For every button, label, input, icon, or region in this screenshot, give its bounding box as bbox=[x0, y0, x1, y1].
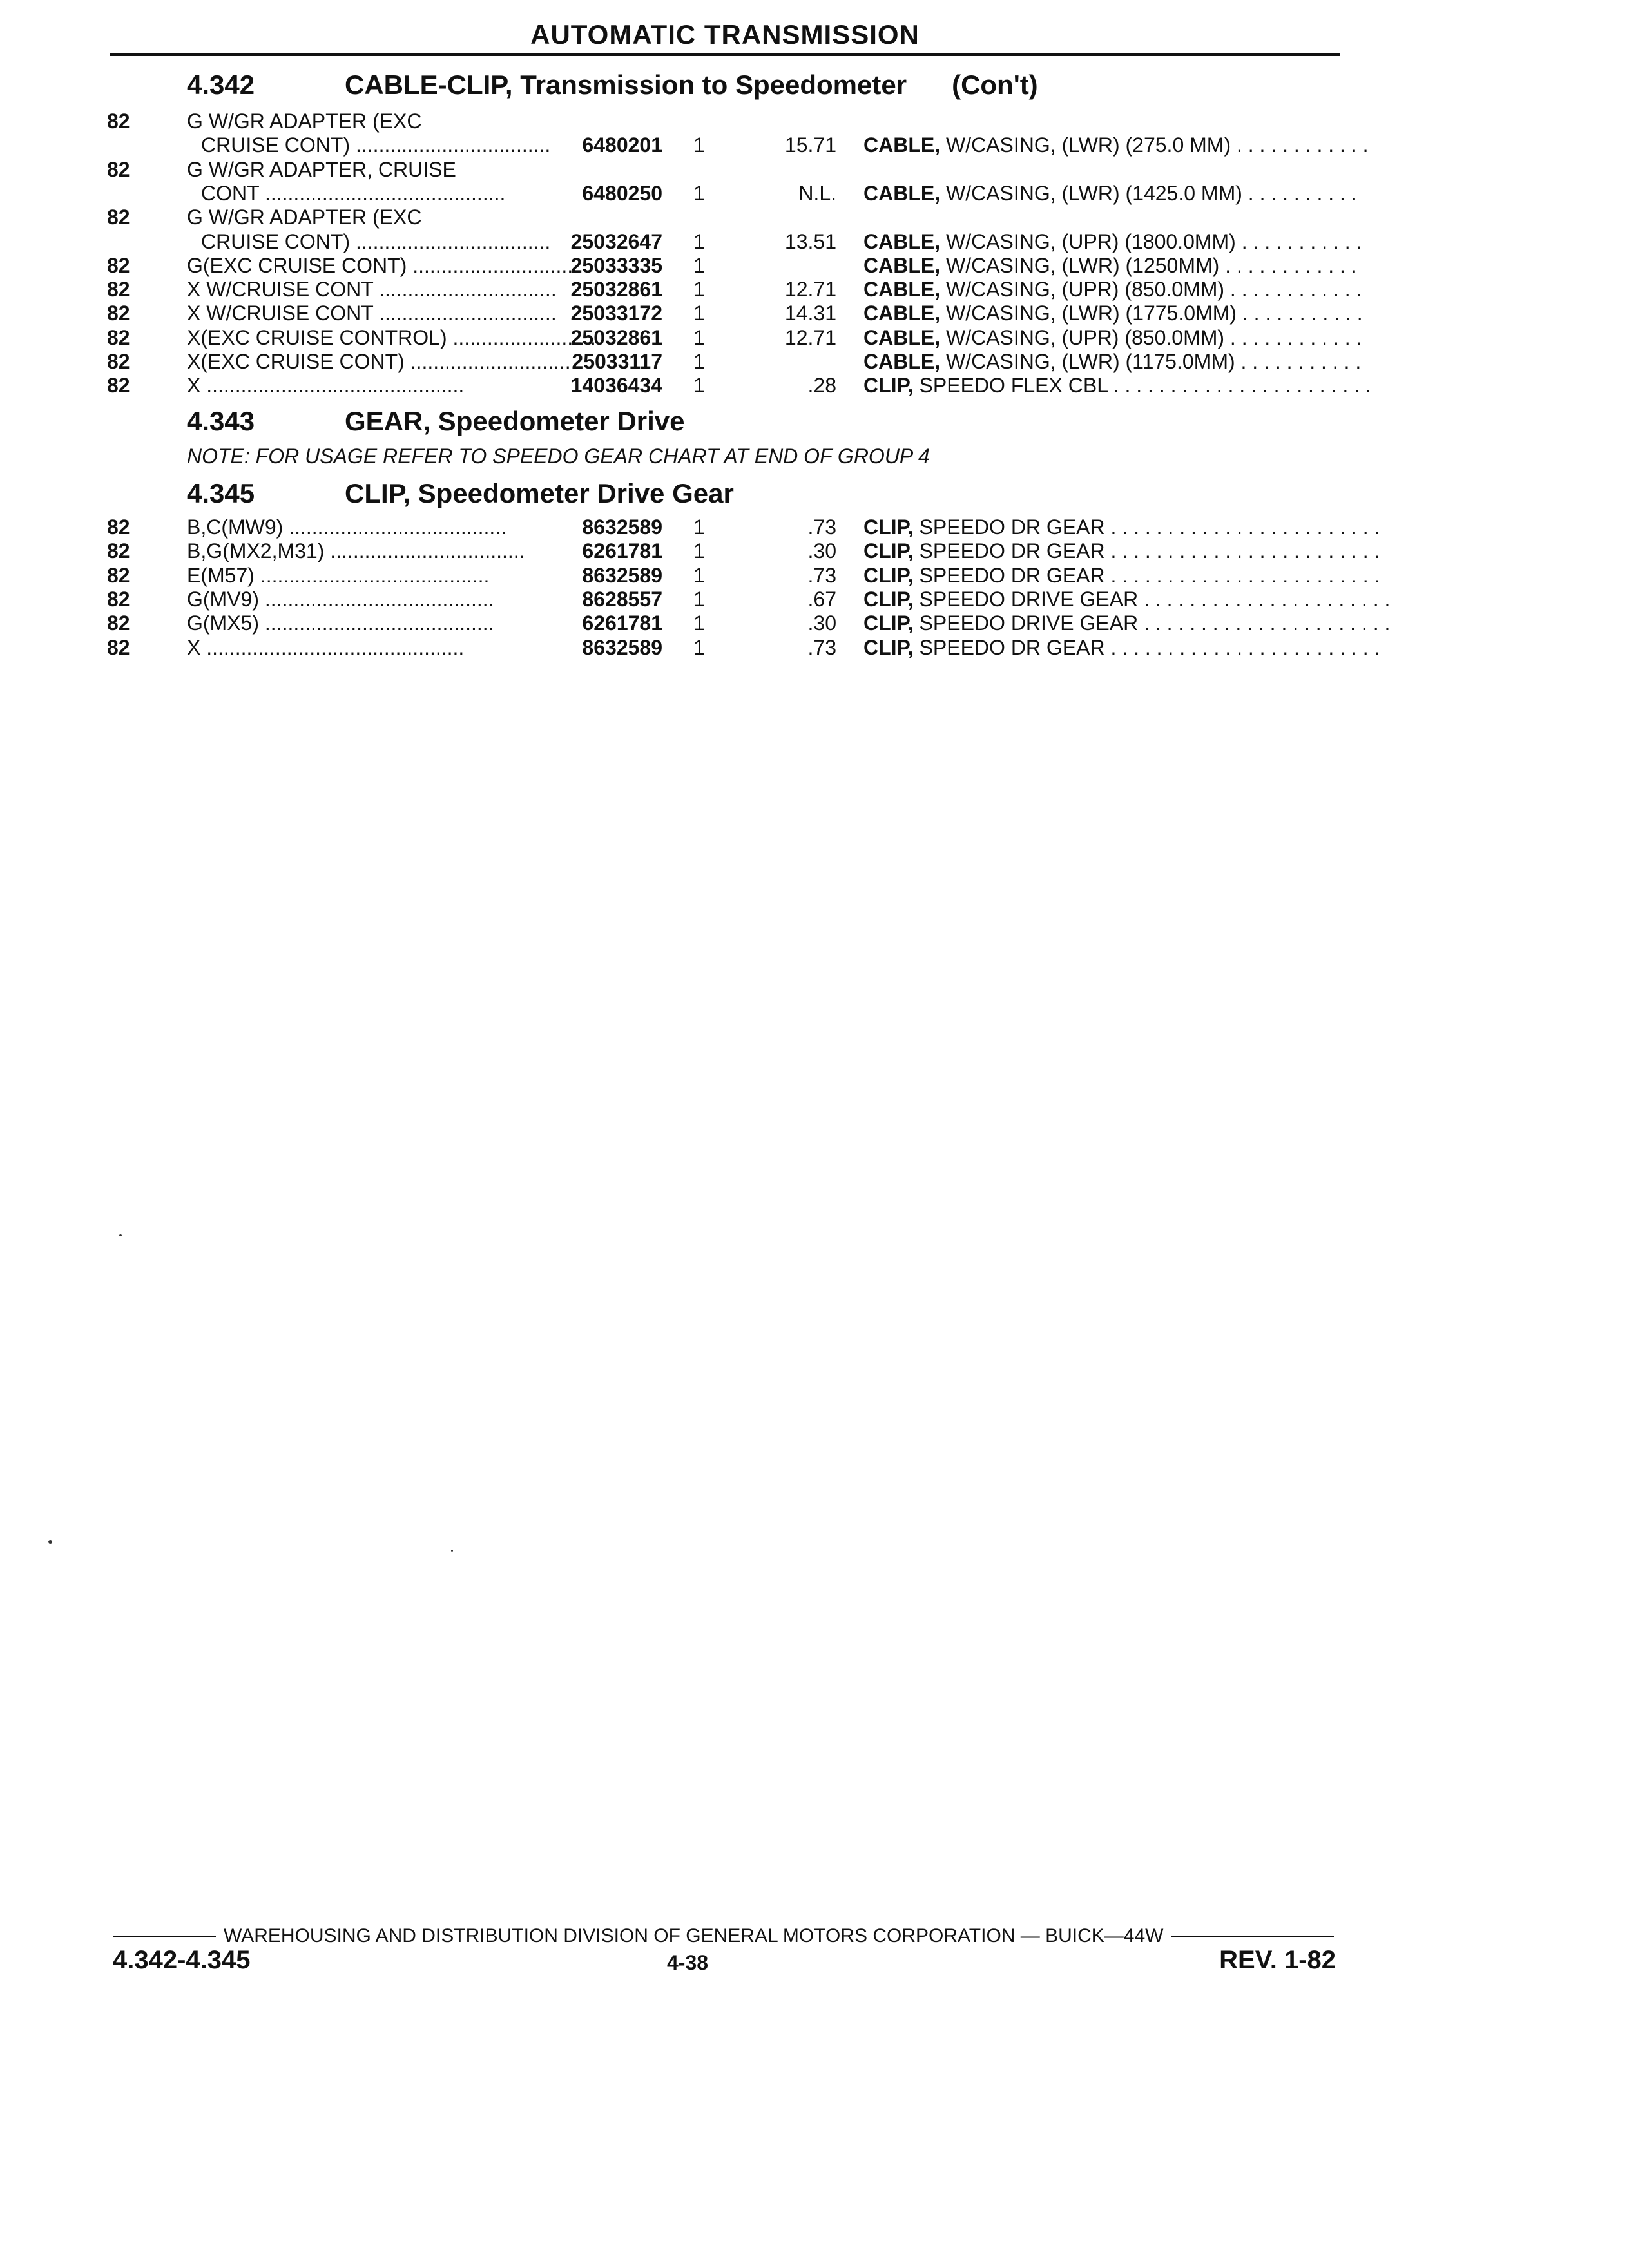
part-name-detail: W/CASING, (LWR) (1250MM) . . . . . . . . . . . . bbox=[940, 253, 1357, 277]
part-name-category: CLIP, bbox=[863, 515, 914, 539]
scan-speck bbox=[48, 1540, 52, 1544]
part-name bbox=[863, 253, 1357, 278]
quantity: 1 bbox=[693, 133, 705, 157]
part-name-detail: W/CASING, (LWR) (1425.0 MM) . . . . . . . . . . bbox=[940, 181, 1357, 205]
quantity: 1 bbox=[693, 515, 705, 539]
part-name-detail: W/CASING, (UPR) (850.0MM) . . . . . . . . . . . . bbox=[940, 278, 1362, 302]
model-year: 82 bbox=[107, 515, 130, 539]
table-row bbox=[0, 110, 1629, 133]
part-number: 14036434 bbox=[570, 374, 662, 398]
part-name bbox=[863, 181, 1357, 206]
section-number: 4.345 bbox=[187, 478, 255, 508]
model-year: 82 bbox=[107, 253, 130, 277]
model-year: 82 bbox=[107, 325, 130, 349]
table-row bbox=[0, 326, 1629, 350]
part-name bbox=[863, 563, 1380, 588]
model-year: 82 bbox=[107, 539, 130, 563]
part-name-detail: W/CASING, (UPR) (850.0MM) . . . . . . . . . . . . bbox=[940, 325, 1362, 349]
part-name-category: CLIP, bbox=[863, 374, 914, 398]
table-row bbox=[0, 206, 1629, 229]
footer-section-range: 4.342-4.345 bbox=[113, 1946, 251, 1974]
part-name-detail: SPEEDO DR GEAR . . . . . . . . . . . . . . . . . . . . . . . . bbox=[913, 515, 1380, 539]
section-heading-4-343 bbox=[187, 406, 685, 437]
part-number: 8628557 bbox=[582, 587, 662, 611]
model-year: 82 bbox=[107, 157, 130, 181]
usage-description: CONT .......................................... bbox=[201, 181, 506, 205]
model-year: 82 bbox=[107, 206, 130, 229]
list-price: 14.31 bbox=[784, 302, 836, 325]
quantity: 1 bbox=[693, 253, 705, 277]
usage-description: CRUISE CONT) .................................. bbox=[201, 229, 551, 253]
part-name-detail: W/CASING, (LWR) (1775.0MM) . . . . . . . . . . . bbox=[940, 302, 1363, 325]
part-name-category: CABLE, bbox=[863, 181, 941, 205]
section-heading-4-342 bbox=[187, 70, 1038, 101]
model-year: 82 bbox=[107, 278, 130, 302]
usage-description: X W/CRUISE CONT ............................... bbox=[187, 278, 557, 302]
list-price: .73 bbox=[807, 563, 836, 587]
list-price: .28 bbox=[807, 374, 836, 398]
usage-description: X(EXC CRUISE CONTROL) ......................... bbox=[187, 325, 596, 349]
scan-speck bbox=[451, 1550, 453, 1552]
table-row bbox=[0, 515, 1629, 539]
list-price: .73 bbox=[807, 515, 836, 539]
part-name-detail: SPEEDO FLEX CBL . . . . . . . . . . . . . . . . . . . . . . . bbox=[913, 374, 1371, 398]
part-name-detail: SPEEDO DRIVE GEAR . . . . . . . . . . . . . . . . . . . . . . bbox=[913, 611, 1391, 635]
part-name bbox=[863, 374, 1371, 398]
part-number: 25033335 bbox=[570, 253, 662, 277]
part-number: 25033117 bbox=[572, 350, 662, 373]
part-name-category: CLIP, bbox=[863, 587, 914, 611]
usage-description: G(MX5) ........................................ bbox=[187, 611, 494, 635]
section-title: CLIP, Speedometer Drive Gear bbox=[345, 478, 734, 508]
quantity: 1 bbox=[693, 181, 705, 205]
table-row bbox=[0, 158, 1629, 182]
model-year: 82 bbox=[107, 635, 130, 659]
usage-description: B,G(MX2,M31) .................................. bbox=[187, 539, 525, 563]
usage-description: G W/GR ADAPTER (EXC bbox=[187, 206, 422, 229]
list-price: .30 bbox=[807, 611, 836, 635]
table-row bbox=[0, 302, 1629, 325]
part-name-category: CABLE, bbox=[863, 350, 941, 373]
footer-division: WAREHOUSING AND DISTRIBUTION DIVISION OF GENERAL MOTORS CORPORATION — BUICK—44W bbox=[224, 1925, 1164, 1946]
part-name-category: CABLE, bbox=[863, 325, 941, 349]
part-number: 8632589 bbox=[582, 563, 662, 587]
quantity: 1 bbox=[693, 587, 705, 611]
part-name bbox=[863, 539, 1380, 563]
quantity: 1 bbox=[693, 539, 705, 563]
table-row bbox=[0, 539, 1629, 563]
model-year: 82 bbox=[107, 110, 130, 133]
list-price: .73 bbox=[807, 635, 836, 659]
part-name-category: CABLE, bbox=[863, 253, 941, 277]
scan-speck bbox=[119, 1234, 122, 1236]
usage-description: E(M57) ........................................ bbox=[187, 563, 490, 587]
part-name-category: CLIP, bbox=[863, 539, 914, 563]
table-row bbox=[0, 374, 1629, 398]
usage-description: G(EXC CRUISE CONT) ............................ bbox=[187, 253, 574, 277]
part-number: 6480250 bbox=[582, 181, 662, 205]
part-name bbox=[863, 515, 1380, 539]
part-name-detail: SPEEDO DR GEAR . . . . . . . . . . . . . . . . . . . . . . . . bbox=[913, 539, 1380, 563]
part-name-category: CLIP, bbox=[863, 611, 914, 635]
part-name bbox=[863, 133, 1369, 157]
usage-description: G W/GR ADAPTER, CRUISE bbox=[187, 157, 456, 181]
table-row bbox=[0, 350, 1629, 374]
list-price: N.L. bbox=[798, 181, 836, 205]
quantity: 1 bbox=[693, 611, 705, 635]
list-price: 12.71 bbox=[784, 325, 836, 349]
part-number: 6261781 bbox=[582, 611, 662, 635]
part-name-detail: W/CASING, (LWR) (1175.0MM) . . . . . . . . . . . bbox=[940, 350, 1362, 373]
part-number: 25032647 bbox=[570, 229, 662, 253]
section-heading-4-345 bbox=[187, 478, 734, 509]
part-name bbox=[863, 587, 1391, 611]
part-name bbox=[863, 229, 1362, 254]
table-row bbox=[0, 230, 1629, 254]
part-number: 8632589 bbox=[582, 515, 662, 539]
section-number: 4.342 bbox=[187, 70, 255, 100]
table-row bbox=[0, 182, 1629, 206]
model-year: 82 bbox=[107, 374, 130, 398]
section-number: 4.343 bbox=[187, 406, 255, 436]
part-name-detail: SPEEDO DRIVE GEAR . . . . . . . . . . . . . . . . . . . . . . bbox=[913, 587, 1391, 611]
part-number: 6261781 bbox=[582, 539, 662, 563]
part-number: 6480201 bbox=[582, 133, 662, 157]
part-name-category: CABLE, bbox=[863, 229, 941, 253]
usage-description: X W/CRUISE CONT ............................... bbox=[187, 302, 557, 325]
table-row bbox=[0, 611, 1629, 635]
part-name bbox=[863, 302, 1363, 325]
part-number: 25032861 bbox=[570, 278, 662, 302]
table-row bbox=[0, 564, 1629, 588]
quantity: 1 bbox=[693, 278, 705, 302]
quantity: 1 bbox=[693, 325, 705, 349]
usage-description: CRUISE CONT) .................................. bbox=[201, 133, 551, 157]
footer-revision: REV. 1-82 bbox=[1219, 1946, 1336, 1974]
section-title: GEAR, Speedometer Drive bbox=[345, 406, 685, 436]
usage-description: X ............................................. bbox=[187, 635, 465, 659]
quantity: 1 bbox=[693, 374, 705, 398]
footer-rule-right bbox=[1171, 1936, 1335, 1937]
usage-note: NOTE: FOR USAGE REFER TO SPEEDO GEAR CHART AT END OF GROUP 4 bbox=[187, 445, 930, 468]
part-number: 8632589 bbox=[582, 635, 662, 659]
usage-description: X(EXC CRUISE CONT) ............................ bbox=[187, 350, 571, 373]
footer-division-line bbox=[113, 1925, 1334, 1947]
usage-description: X ............................................. bbox=[187, 374, 465, 398]
list-price: .30 bbox=[807, 539, 836, 563]
footer-rule-left bbox=[113, 1936, 216, 1937]
table-row bbox=[0, 133, 1629, 157]
page-title: AUTOMATIC TRANSMISSION bbox=[530, 19, 920, 50]
usage-description: B,C(MW9) ...................................... bbox=[187, 515, 507, 539]
list-price: 12.71 bbox=[784, 278, 836, 302]
part-name-category: CLIP, bbox=[863, 563, 914, 587]
table-row bbox=[0, 278, 1629, 302]
model-year: 82 bbox=[107, 302, 130, 325]
quantity: 1 bbox=[693, 635, 705, 659]
part-name-category: CABLE, bbox=[863, 278, 941, 302]
part-name-category: CLIP, bbox=[863, 635, 914, 659]
quantity: 1 bbox=[693, 229, 705, 253]
list-price: 13.51 bbox=[784, 229, 836, 253]
part-name-category: CABLE, bbox=[863, 302, 941, 325]
section-title: CABLE-CLIP, Transmission to Speedometer bbox=[345, 70, 907, 100]
part-name-detail: SPEEDO DR GEAR . . . . . . . . . . . . . . . . . . . . . . . . bbox=[913, 635, 1380, 659]
part-name-detail: SPEEDO DR GEAR . . . . . . . . . . . . . . . . . . . . . . . . bbox=[913, 563, 1380, 587]
part-name-category: CABLE, bbox=[863, 133, 941, 157]
quantity: 1 bbox=[693, 350, 705, 373]
table-row bbox=[0, 636, 1629, 660]
model-year: 82 bbox=[107, 563, 130, 587]
part-number: 25033172 bbox=[570, 302, 662, 325]
table-row bbox=[0, 588, 1629, 611]
part-number: 25032861 bbox=[570, 325, 662, 349]
section-continued: (Con't) bbox=[952, 70, 1038, 100]
part-name bbox=[863, 350, 1362, 374]
part-name bbox=[863, 635, 1380, 660]
model-year: 82 bbox=[107, 587, 130, 611]
part-name bbox=[863, 278, 1362, 302]
table-row bbox=[0, 254, 1629, 278]
model-year: 82 bbox=[107, 350, 130, 373]
quantity: 1 bbox=[693, 302, 705, 325]
list-price: 15.71 bbox=[784, 133, 836, 157]
part-name-detail: W/CASING, (LWR) (275.0 MM) . . . . . . . . . . . . bbox=[940, 133, 1369, 157]
list-price: .67 bbox=[807, 587, 836, 611]
model-year: 82 bbox=[107, 611, 130, 635]
footer-page-number: 4-38 bbox=[667, 1951, 709, 1974]
quantity: 1 bbox=[693, 563, 705, 587]
part-name bbox=[863, 611, 1391, 635]
part-name bbox=[863, 325, 1362, 350]
part-name-detail: W/CASING, (UPR) (1800.0MM) . . . . . . . . . . . bbox=[940, 229, 1362, 253]
usage-description: G(MV9) ........................................ bbox=[187, 587, 494, 611]
title-rule bbox=[110, 53, 1340, 56]
usage-description: G W/GR ADAPTER (EXC bbox=[187, 110, 422, 133]
